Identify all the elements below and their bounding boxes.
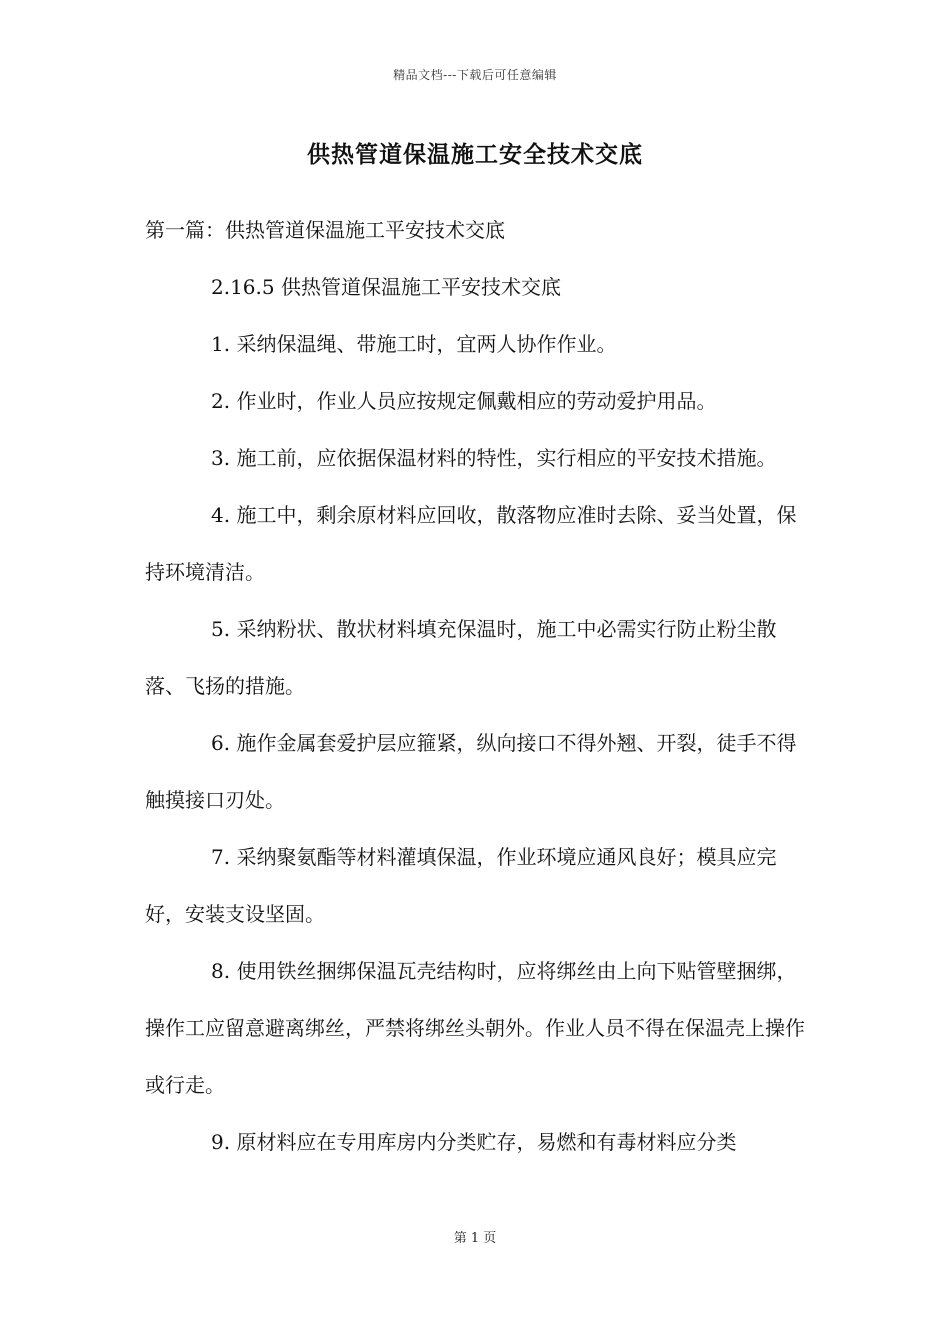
subsection-heading: 2.16.5 供热管道保温施工平安技术交底 [211,275,561,299]
list-item: 1. 采纳保温绳、带施工时，宜两人协作作业。 [211,332,617,356]
list-item: 6. 施作金属套爱护层应箍紧，纵向接口不得外翘、开裂，徒手不得触摸接口刃处。 [145,731,797,812]
header-note: 精品文档---下载后可任意编辑 [393,68,557,82]
list-item: 2. 作业时，作业人员应按规定佩戴相应的劳动爱护用品。 [211,389,717,413]
list-item: 9. 原材料应在专用库房内分类贮存，易燃和有毒材料应分类 [211,1130,737,1154]
list-item: 5. 采纳粉状、散状材料填充保温时，施工中必需实行防止粉尘散落、飞扬的措施。 [145,617,777,698]
list-item: 8. 使用铁丝捆绑保温瓦壳结构时，应将绑丝由上向下贴管壁捆绑，操作工应留意避离绑丝，严禁将绑丝头朝外。作业人员不得在保温壳上操作或行走。 [145,959,805,1097]
list-item: 3. 施工前，应依据保温材料的特性，实行相应的平安技术措施。 [211,446,777,470]
section-heading: 第一篇：供热管道保温施工平安技术交底 [145,218,505,242]
list-item: 7. 采纳聚氨酯等材料灌填保温，作业环境应通风良好；模具应完好，安装支设坚固。 [145,845,777,926]
document-body [145,202,805,1171]
page-number: 第 1 页 [453,1231,497,1246]
list-item: 4. 施工中，剩余原材料应回收，散落物应准时去除、妥当处置，保持环境清洁。 [145,503,797,584]
document-title: 供热管道保温施工安全技术交底 [307,141,643,168]
